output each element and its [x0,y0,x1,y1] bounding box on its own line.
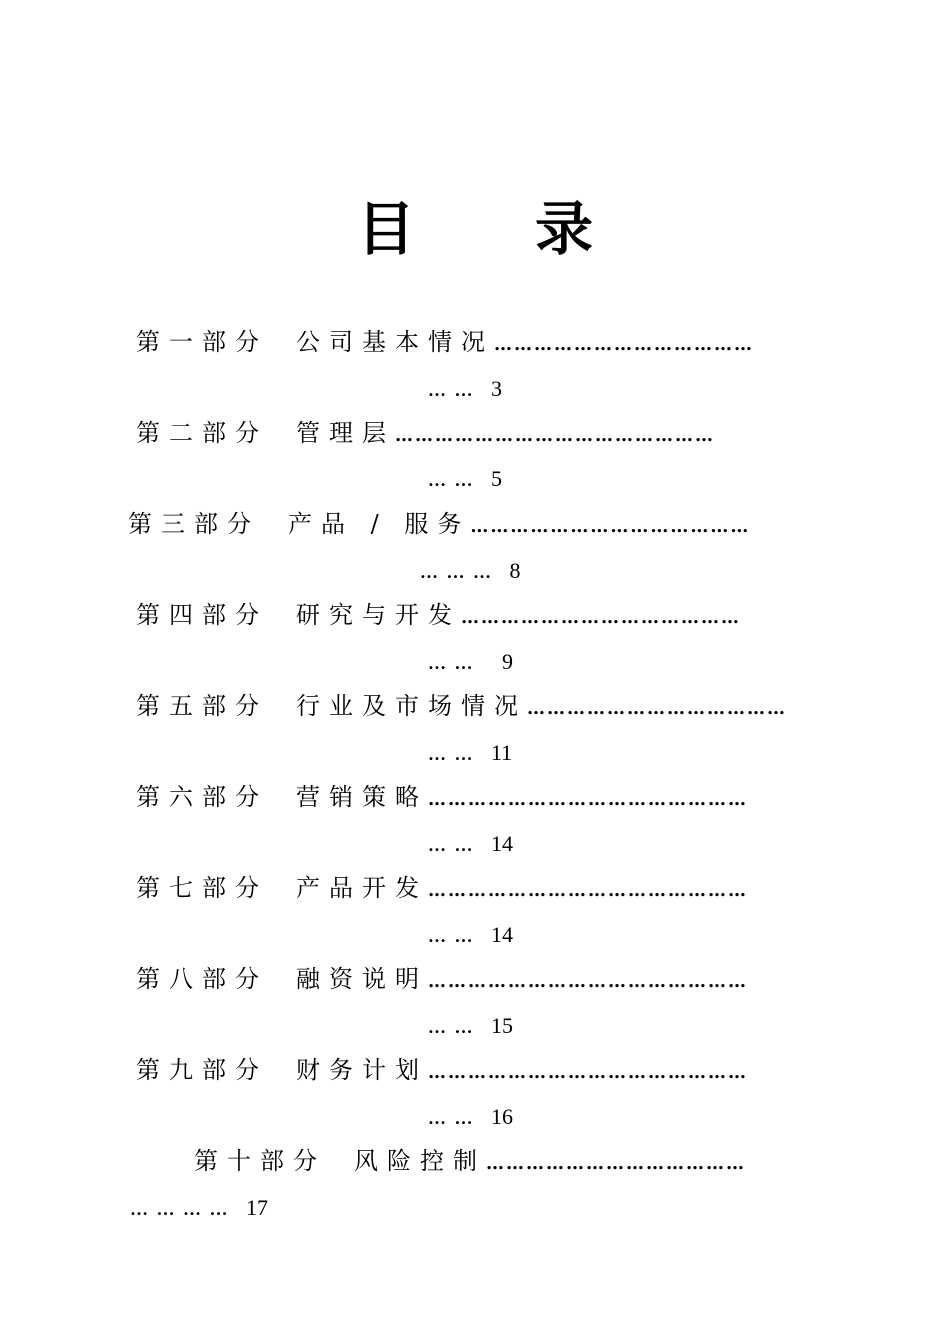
toc-title: 行业及市场情况 [296,692,527,720]
toc-part: 第八部分 [136,965,268,993]
toc-page-line-7: … … 14 [428,922,513,947]
toc-page-number: 14 [491,922,513,947]
toc-title: 产品 / 服务 [288,510,471,538]
toc-part: 第四部分 [136,601,268,629]
toc-page-line-10: … … … … 17 [130,1195,268,1220]
toc-page-number: 17 [246,1195,268,1220]
toc-entry-9[interactable]: 第九部分 财务计划………………………………………… [136,1056,748,1084]
toc-entry-7[interactable]: 第七部分 产品开发………………………………………… [136,874,748,902]
title-char-1: 目 [356,195,415,263]
toc-title: 营销策略 [296,783,428,811]
toc-title: 管理层 [296,419,395,447]
toc-page-line-1: … … 3 [428,376,502,401]
toc-part: 第七部分 [136,874,268,902]
toc-part: 第三部分 [128,510,260,538]
toc-page-number: 9 [502,649,513,674]
toc-entry-4[interactable]: 第四部分 研究与开发…………………………………… [136,601,741,629]
toc-page-number: 16 [491,1104,513,1129]
title-char-2: 录 [535,195,594,263]
toc-title: 研究与开发 [296,601,461,629]
toc-part: 第六部分 [136,783,268,811]
toc-page-line-4: … … 9 [428,649,513,674]
toc-page-number: 11 [491,740,513,765]
toc-entry-2[interactable]: 第二部分 管理层………………………………………… [136,419,715,447]
toc-page-number: 14 [491,831,513,856]
toc-page-number: 15 [491,1013,513,1038]
toc-part: 第十部分 [194,1147,326,1175]
toc-entry-3[interactable]: 第三部分 产品 / 服务…………………………………… [128,510,751,538]
toc-page-line-3: … … … 8 [420,558,521,583]
toc-page-line-5: … … 11 [428,740,513,765]
toc-part: 第九部分 [136,1056,268,1084]
toc-title: 产品开发 [296,874,428,902]
toc-page-number: 8 [509,558,521,583]
toc-entry-5[interactable]: 第五部分 行业及市场情况………………………………… [136,692,787,720]
toc-page-number: 5 [491,466,502,491]
toc-page-line-2: … … 5 [428,466,502,491]
toc-title: 财务计划 [296,1056,428,1084]
toc-page-line-6: … … 14 [428,831,513,856]
page-title [0,182,950,266]
toc-title: 公司基本情况 [296,328,494,356]
toc-part: 第一部分 [136,328,268,356]
toc-entry-10[interactable]: 第十部分 风险控制………………………………… [194,1147,746,1175]
toc-entry-6[interactable]: 第六部分 营销策略………………………………………… [136,783,748,811]
toc-entry-1[interactable]: 第一部分 公司基本情况………………………………… [136,328,754,356]
toc-entry-8[interactable]: 第八部分 融资说明………………………………………… [136,965,748,993]
toc-page-line-8: … … 15 [428,1013,513,1038]
toc-page-line-9: … … 16 [428,1104,513,1129]
toc-title: 风险控制 [354,1147,486,1175]
toc-page-number: 3 [491,376,502,401]
toc-part: 第五部分 [136,692,268,720]
toc-title: 融资说明 [296,965,428,993]
toc-part: 第二部分 [136,419,268,447]
